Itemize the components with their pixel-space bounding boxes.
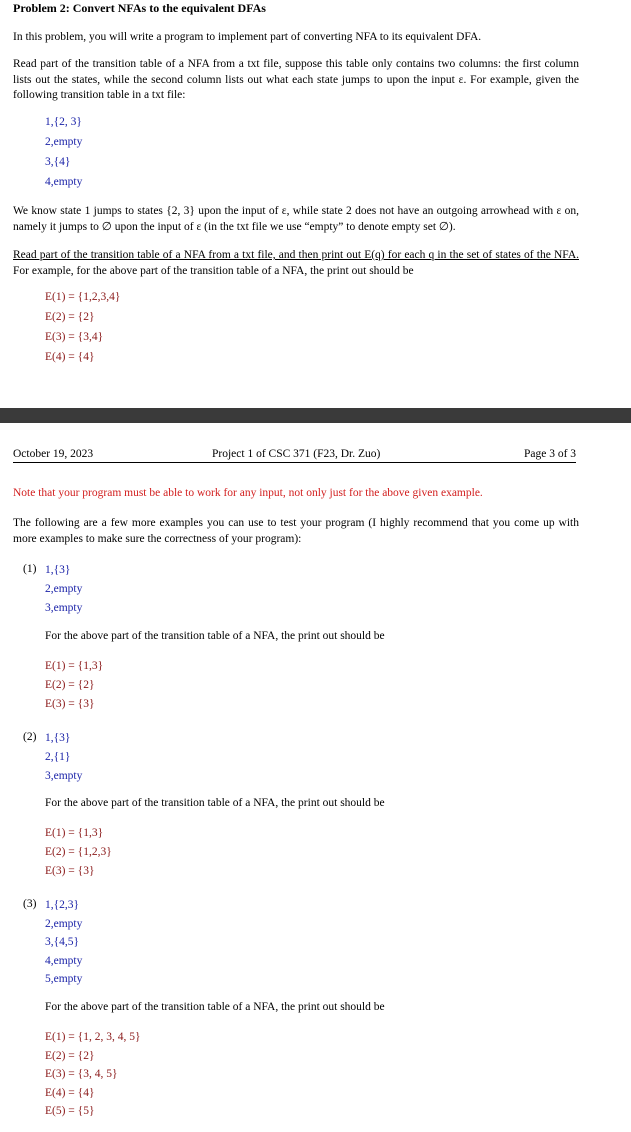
- example-label: (2): [23, 731, 37, 743]
- output-line: E(1) = {1, 2, 3, 4, 5}: [45, 1031, 141, 1043]
- table-row: 3,empty: [45, 770, 83, 782]
- output-line: E(2) = {2}: [45, 311, 95, 323]
- output-line: E(4) = {4}: [45, 1086, 95, 1099]
- example-label: (1): [23, 563, 37, 575]
- output-line: E(3) = {3}: [45, 865, 95, 877]
- table-row: 4,empty: [45, 176, 83, 188]
- know-paragraph: We know state 1 jumps to states {2, 3} upon the input of ε, while state 2 does not have an outgoing arrowhead with ε on, namely it jumps to ∅ upon the input of ε (in the txt file we use “empty” to denote empty set ∅).: [13, 205, 579, 233]
- task-rest: For example, for the above part of the transition table of a NFA, the print out should be: [13, 264, 414, 277]
- problem-title: Problem 2: Convert NFAs to the equivalent DFAs: [13, 1, 266, 15]
- output-line: E(3) = {3,4}: [45, 331, 104, 343]
- output-line: E(4) = {4}: [45, 351, 95, 363]
- examples-intro: The following are a few more examples you can use to test your program (I highly recommend that you come up with more examples to make sure the correctness of your program):: [13, 517, 579, 545]
- header-date: October 19, 2023: [13, 448, 94, 460]
- table-row: 3,{4}: [45, 156, 71, 168]
- note-text: Note that your program must be able to work for any input, not only just for the above given example.: [13, 487, 483, 499]
- page-separator: [0, 408, 631, 423]
- print-intro: For the above part of the transition table of a NFA, the print out should be: [45, 797, 385, 809]
- output-line: E(3) = {3}: [45, 698, 95, 710]
- output-line: E(5) = {5}: [45, 1105, 95, 1117]
- table-row: 1,{2,3}: [45, 899, 80, 911]
- example-output: [45, 1030, 140, 1123]
- table-row: 5,empty: [45, 973, 83, 985]
- table-row: 2,{1}: [45, 751, 71, 763]
- task-paragraph: [13, 248, 579, 279]
- print-intro: For the above part of the transition table of a NFA, the print out should be: [45, 1001, 385, 1013]
- header-rule: [13, 462, 576, 463]
- table-row: 3,{4,5}: [45, 936, 80, 948]
- output-line: E(2) = {2}: [45, 679, 95, 691]
- output-line: E(3) = {3, 4, 5}: [45, 1068, 118, 1080]
- example-output: [45, 826, 112, 883]
- header-page: Page 3 of 3: [524, 448, 577, 460]
- example-table: [45, 563, 82, 620]
- table-row: 1,{3}: [45, 732, 71, 744]
- table-row: 1,{2, 3}: [45, 116, 82, 128]
- output-line: E(1) = {1,3}: [45, 660, 104, 672]
- task-underlined: Read part of the transition table of a NFA from a txt file, and then print out E(q) for each q in the set of states of the NFA.: [13, 249, 579, 261]
- output-line: E(1) = {1,3}: [45, 827, 104, 839]
- table-row: 2,empty: [45, 917, 83, 930]
- table-row: 1,{3}: [45, 564, 71, 576]
- table-row: 2,empty: [45, 136, 83, 148]
- example-output: [45, 659, 103, 716]
- read-paragraph: Read part of the transition table of a NFA from a txt file, suppose this table only contains two columns: the first column lists out the states, while the second column lists out what each state jumps to upon the input ε. For example, given the following transition table in a txt file:: [13, 58, 579, 101]
- header-course: Project 1 of CSC 371 (F23, Dr. Zuo): [212, 448, 381, 460]
- output-line: E(2) = {2}: [45, 1049, 95, 1062]
- transition-table-1: [45, 115, 82, 195]
- table-row: 4,empty: [45, 954, 83, 967]
- intro-paragraph: In this problem, you will write a program to implement part of converting NFA to its equivalent DFA.: [13, 31, 482, 43]
- example-table: [45, 731, 82, 788]
- print-intro: For the above part of the transition table of a NFA, the print out should be: [45, 630, 385, 642]
- output-line: E(2) = {1,2,3}: [45, 846, 112, 858]
- table-row: 2,empty: [45, 583, 83, 595]
- example-label: (3): [23, 898, 37, 910]
- table-row: 3,empty: [45, 602, 83, 614]
- example-table: [45, 898, 82, 991]
- output-1: [45, 290, 120, 370]
- output-line: E(1) = {1,2,3,4}: [45, 291, 121, 303]
